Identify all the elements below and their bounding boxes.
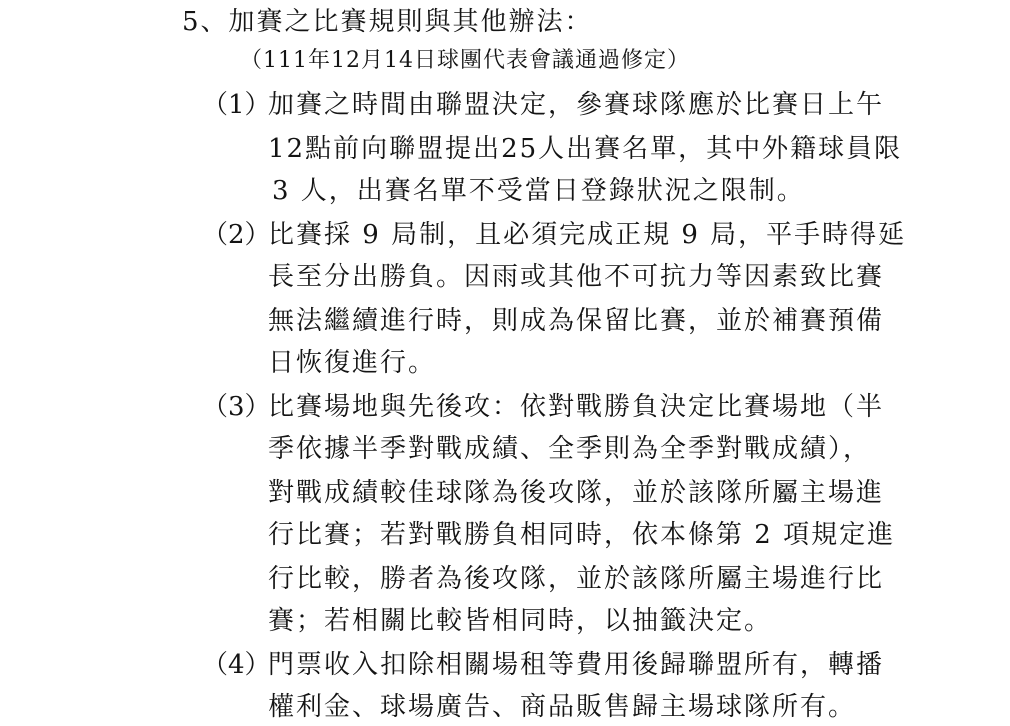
item-3-line-4: 行比賽；若對戰勝負相同時，依本條第 2 項規定進: [268, 520, 896, 550]
item-1-marker: （1）: [202, 90, 271, 120]
item-4-line-1: 門票收入扣除相關場租等費用後歸聯盟所有，轉播: [268, 650, 885, 680]
item-3-marker: （3）: [202, 392, 271, 422]
item-2-line-3: 無法繼續進行時，則成為保留比賽，並於補賽預備: [268, 306, 885, 336]
section-heading: 5、加賽之比賽規則與其他辦法：: [182, 7, 593, 37]
item-1-line-1: 加賽之時間由聯盟決定，參賽球隊應於比賽日上午: [268, 90, 885, 120]
item-1-line-3: 3 人，出賽名單不受當日登錄狀況之限制。: [272, 176, 805, 206]
item-2-line-1: 比賽採 9 局制，且必須完成正規 9 局，平手時得延: [268, 220, 907, 250]
item-1-line-2: 12點前向聯盟提出25人出賽名單，其中外籍球員限: [268, 134, 903, 164]
amendment-note: （111年12月14日球團代表會議通過修定）: [240, 48, 690, 73]
item-2-line-2: 長至分出勝負。因雨或其他不可抗力等因素致比賽: [268, 262, 885, 292]
item-3-line-2: 季依據半季對戰成績、全季則為全季對戰成績），: [268, 434, 872, 464]
item-4-marker: （4）: [202, 650, 271, 680]
item-4-line-2: 權利金、球場廣告、商品販售歸主場球隊所有。: [268, 692, 857, 722]
item-2-marker: （2）: [202, 220, 271, 250]
item-3-line-6: 賽；若相關比較皆相同時，以抽籤決定。: [268, 606, 773, 636]
item-3-line-3: 對戰成績較佳球隊為後攻隊，並於該隊所屬主場進: [268, 478, 885, 508]
item-3-line-1: 比賽場地與先後攻：依對戰勝負決定比賽場地（半: [268, 392, 885, 422]
item-3-line-5: 行比較，勝者為後攻隊，並於該隊所屬主場進行比: [268, 564, 885, 594]
item-2-line-4: 日恢復進行。: [268, 348, 437, 378]
